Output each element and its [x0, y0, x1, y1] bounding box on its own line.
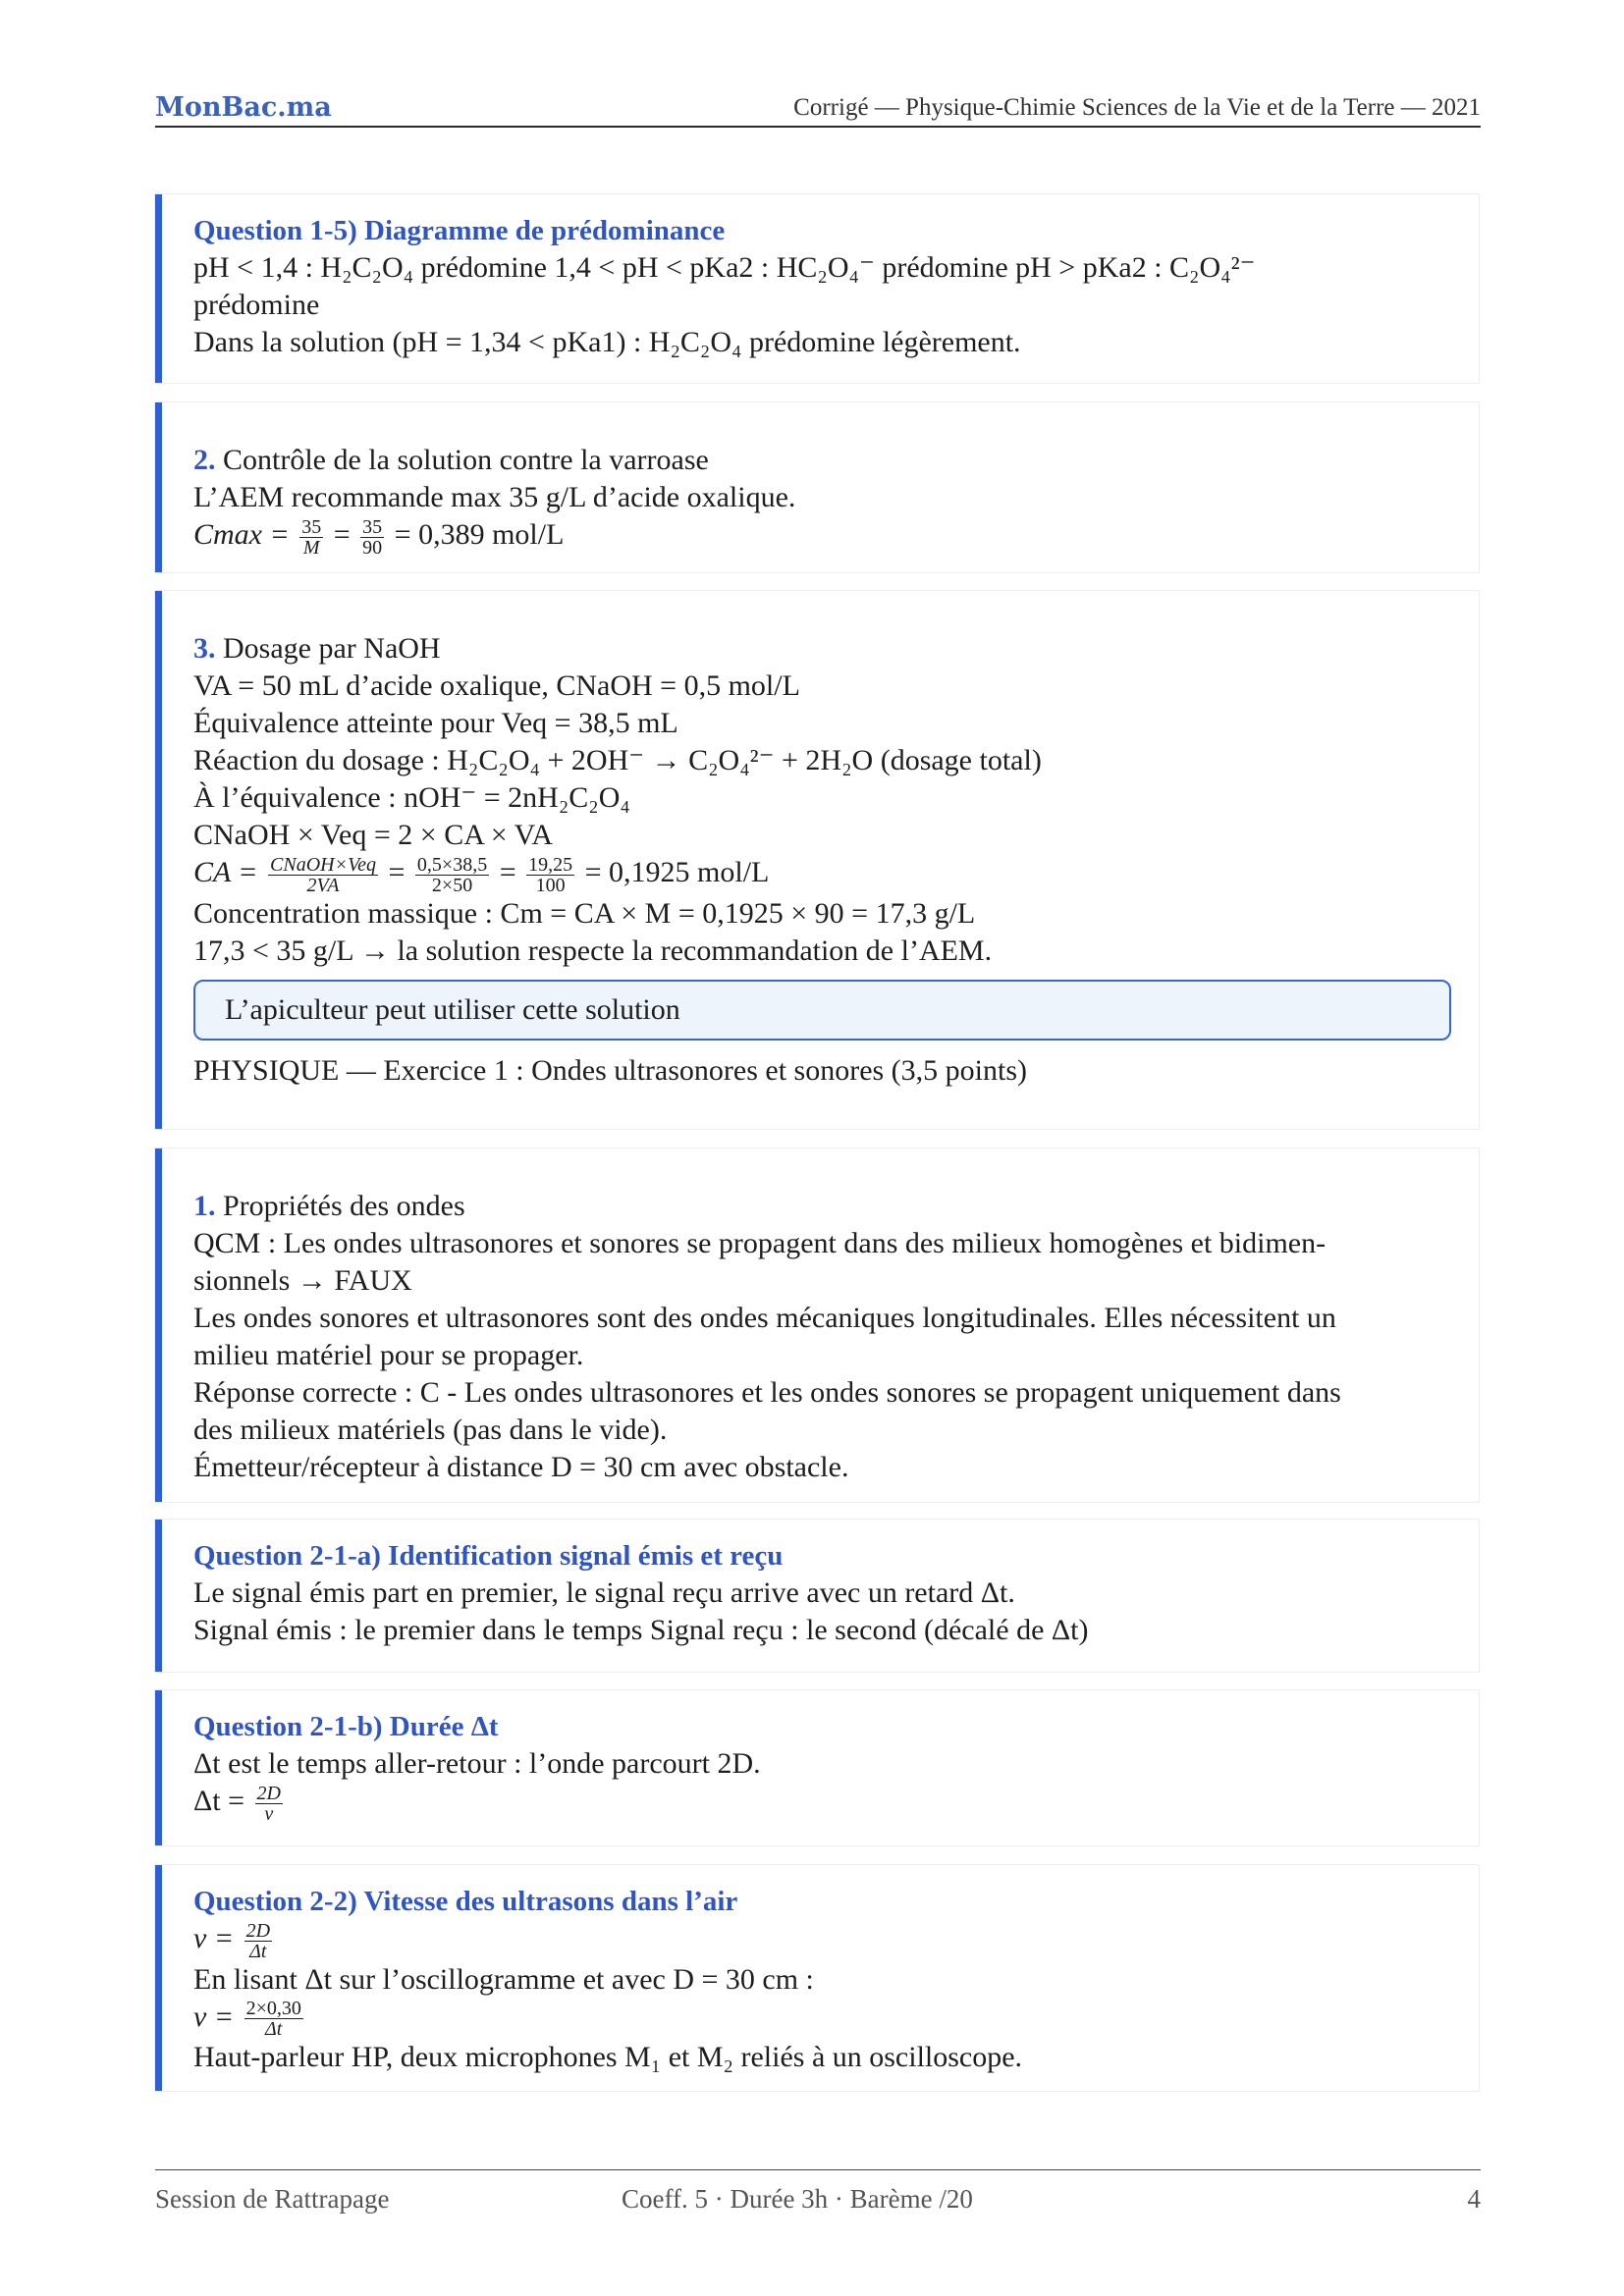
question-title: Contrôle de la solution contre la varroase [223, 444, 709, 476]
fraction: $\frac{19,25}{100}$ [528, 853, 573, 896]
text-line: VA = 50 mL d’acide oxalique, CNaOH = 0,5 mol/L [193, 669, 800, 702]
text-line: pH < 1,4 : H₂C₂O₄ prédomine 1,4 < pH < pKa2 : HC₂O₄⁻ prédomine pH > pKa2 : C₂O₄²⁻ [193, 251, 1256, 284]
question-box-3 [155, 591, 1479, 1129]
text-line: L’AEM recommande max 35 g/L d’acide oxalique. [193, 481, 796, 513]
text-line: QCM : Les ondes ultrasonores et sonores se propagent dans des milieux homogènes et bidimen- [193, 1227, 1326, 1259]
text-line: Δt est le temps aller-retour : l’onde parcourt 2D. [193, 1747, 761, 1780]
footer-info: Coeff. 5 · Durée 3h · Barème /20 [622, 2184, 973, 2214]
question-title: Dosage par NaOH [223, 632, 441, 665]
text-line: Réaction du dosage : H₂C₂O₄ + 2OH⁻ → C₂O₄²⁻ + 2H₂O (dosage total) [193, 744, 1042, 776]
formula-label: CA = [193, 856, 258, 888]
formula-label: v = [193, 1922, 235, 1954]
question-number: 2. [193, 444, 216, 476]
formula-v1 [193, 1920, 1451, 1961]
text-line: 17,3 < 35 g/L → la solution respecte la recommandation de l’AEM. [193, 934, 993, 967]
footer-session: Session de Rattrapage [155, 2184, 390, 2214]
conclusion-box: L’apiculteur peut utiliser cette solution [193, 980, 1451, 1041]
formula-dt [193, 1783, 1451, 1824]
formula-result: = 0,1925 mol/L [584, 856, 770, 888]
page-footer [155, 2169, 1481, 2219]
text-line: Concentration massique : Cm = CA × M = 0,1925 × 90 = 17,3 g/L [193, 896, 976, 930]
page-header [155, 84, 1481, 128]
text-line: À l’équivalence : nOH⁻ = 2nH₂C₂O₄ [193, 781, 630, 814]
text-line: En lisant Δt sur l’oscillogramme et avec D = 30 cm : [193, 1962, 814, 1996]
question-box-2-1-a [155, 1520, 1479, 1672]
question-box-physique-1 [155, 1148, 1479, 1502]
fraction: $\frac{0,5\times 38,5}{2\times 50}$ [416, 853, 488, 896]
formula-label: Δt = [193, 1785, 245, 1817]
text-line: Dans la solution (pH = 1,34 < pKa1) : H₂C₂O₄ prédomine légèrement. [193, 326, 1021, 358]
text-line: milieu matériel pour se propager. [193, 1339, 584, 1371]
formula-cmax: Cmax = $\frac{35}{M}$ = $\frac{35}{90}$ = 0,389 mol/L [193, 515, 565, 559]
text-line: Le signal émis part en premier, le signal reçu arrive avec un retard Δt. [193, 1576, 1015, 1609]
text-line: des milieux matériels (pas dans le vide). [193, 1414, 668, 1446]
question-box-1-5 [155, 194, 1479, 383]
question-number: 3. [193, 632, 216, 665]
text-line: prédomine [193, 289, 320, 321]
brand-logo[interactable]: MonBac.ma [155, 92, 332, 123]
question-box-2-2 [155, 1865, 1479, 2091]
section-heading: PHYSIQUE — Exercice 1 : Ondes ultrasonores et sonores (3,5 points) [193, 1053, 1028, 1087]
text-line: Les ondes sonores et ultrasonores sont des ondes mécaniques longitudinales. Elles nécessitent un [193, 1302, 1336, 1334]
fraction: $\frac{35}{90}$ [362, 515, 383, 559]
formula-ca: CA = $\frac{\text{CNaOH×Veq}}{2VA}$ = $\frac{0,5\times 38,5}{2\times 50}$ = $\frac{19,25}{100}$ = 0,1925 mol/L [193, 853, 770, 896]
fraction: $\frac{2D}{\Delta t}$ [245, 1919, 271, 1962]
question-number: 1. [193, 1190, 216, 1222]
text-line: Émetteur/récepteur à distance D = 30 cm avec obstacle. [193, 1451, 849, 1483]
fraction: $\frac{2\times 0,30}{\Delta t}$ [245, 1998, 301, 2041]
formula-label: v = [193, 2000, 235, 2033]
question-title: Question 2-2) Vitesse des ultrasons dans l’air [193, 1886, 738, 1917]
question-title: Question 2-1-a) Identification signal émis et reçu [193, 1540, 784, 1572]
question-box-2 [155, 402, 1479, 572]
fraction: $\frac{35}{M}$ [301, 515, 322, 559]
formula-label: Cmax = [193, 518, 290, 551]
formula-result: = 0,389 mol/L [394, 518, 565, 551]
text-line: Signal émis : le premier dans le temps Signal reçu : le second (décalé de Δt) [193, 1614, 1089, 1646]
text-line: Haut-parleur HP, deux microphones M₁ et M₂ reliés à un oscilloscope. [193, 2041, 1023, 2074]
formula-v2 [193, 1999, 1451, 2040]
question-box-2-1-b [155, 1690, 1479, 1845]
question-title: Question 2-1-b) Durée Δt [193, 1711, 499, 1742]
page-number: 4 [1467, 2184, 1481, 2214]
fraction: $\frac{2D}{v}$ [256, 1782, 281, 1825]
fraction: $\frac{\text{CNaOH×Veq}}{2VA}$ [270, 853, 376, 896]
text-line: sionnels → FAUX [193, 1264, 412, 1297]
text-line: Équivalence atteinte pour Veq = 38,5 mL [193, 707, 678, 739]
header-title: Corrigé — Physique-Chimie Sciences de la Vie et de la Terre — 2021 [793, 94, 1481, 121]
question-title: Question 1-5) Diagramme de prédominance [193, 215, 726, 246]
text-line: Réponse correcte : C - Les ondes ultrasonores et les ondes sonores se propagent uniquement dans [193, 1376, 1341, 1409]
question-title: Propriétés des ondes [223, 1190, 465, 1222]
text-line: CNaOH × Veq = 2 × CA × VA [193, 819, 554, 851]
